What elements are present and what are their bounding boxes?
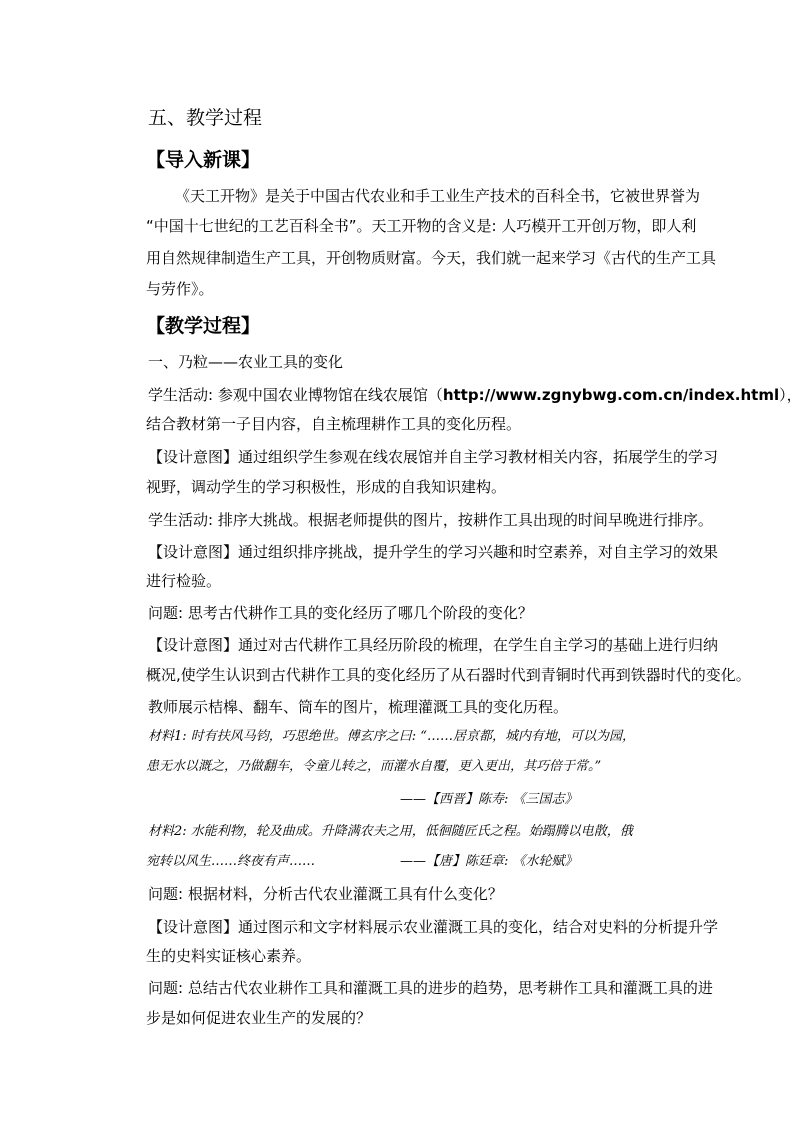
design-intent: 【设计意图】通过图示和文字材料展示农业灌溉工具的变化，结合对史料的分析提升学 (148, 918, 719, 936)
design-intent: 概况,使学生认识到古代耕作工具的变化经历了从石器时代到青铜时代再到铁器时代的变化。 (146, 666, 751, 684)
activity-line (148, 385, 802, 405)
activity-line: 结合教材第一子目内容，自主梳理耕作工具的变化历程。 (146, 415, 522, 433)
process-heading: 【教学过程】 (146, 315, 261, 337)
activity-text: 学生活动: 参观中国农业博物馆在线农展馆（ (148, 386, 443, 404)
material-text: 材料1: 时有扶风马钧，巧思绝世。傅玄序之曰: “……居京都，城内有地，可以为园， (148, 729, 635, 744)
intro-heading: 【导入新课】 (146, 149, 261, 171)
design-intent: 【设计意图】通过组织排序挑战，提升学生的学习兴趣和时空素养，对自主学习的效果 (148, 543, 719, 561)
question: 步是如何促进农业生产的发展的？ (146, 1009, 372, 1027)
intro-line: 《天工开物》是关于中国古代农业和手工业生产技术的百科全书，它被世界誉为 (175, 187, 701, 205)
material-text: 材料2: 水能利物，轮及曲成。升降满农夫之用，低徊随匠氏之程。始蹋腾以电散，俄 (148, 824, 633, 839)
intro-line: 与劳作》。 (146, 280, 214, 298)
intro-line: “中国十七世纪的工艺百科全书”。天工开物的含义是: 人巧模开工开创万物，即人利 (146, 217, 697, 235)
design-intent: 【设计意图】通过对古代耕作工具经历阶段的梳理，在学生自主学习的基础上进行归纳 (148, 636, 719, 654)
design-intent: 生的史料实证核心素养。 (146, 947, 312, 965)
question: 问题: 思考古代耕作工具的变化经历了哪几个阶段的变化？ (148, 604, 533, 622)
activity-text: ）， (779, 386, 802, 404)
material-text: 患无水以溉之，乃做翻车，令童儿转之，而灌水自覆，更入更出，其巧倍于常。” (146, 759, 602, 774)
section-heading: 五、教学过程 (148, 107, 263, 129)
subheading: 一、乃粒——农业工具的变化 (148, 353, 344, 371)
question: 问题: 根据材料，分析古代农业灌溉工具有什么变化？ (148, 885, 503, 903)
teacher-activity: 教师展示桔槔、翻车、筒车的图片，梳理灌溉工具的变化历程。 (148, 698, 569, 716)
activity-line: 学生活动: 排序大挑战。根据老师提供的图片，按耕作工具出现的时间早晚进行排序。 (148, 511, 713, 529)
intro-line: 用自然规律制造生产工具，开创物质财富。今天，我们就一起来学习《古代的生产工具 (146, 249, 717, 267)
question: 问题: 总结古代农业耕作工具和灌溉工具的进步的趋势，思考耕作工具和灌溉工具的进 (148, 979, 713, 997)
material-attribution: ——【西晋】陈寿: 《三国志》 (400, 792, 578, 807)
material-text: 宛转以风生……终夜有声…… (146, 854, 316, 869)
design-intent: 进行检验。 (146, 572, 222, 590)
museum-link[interactable]: http://www.zgnybwg.com.cn/index.html (442, 386, 780, 404)
design-intent: 视野，调动学生的学习积极性，形成的自我知识建构。 (146, 478, 507, 496)
design-intent: 【设计意图】通过组织学生参观在线农展馆并自主学习教材相关内容，拓展学生的学习 (148, 448, 719, 466)
material-attribution: ——【唐】陈廷章: 《水轮赋》 (400, 854, 578, 869)
